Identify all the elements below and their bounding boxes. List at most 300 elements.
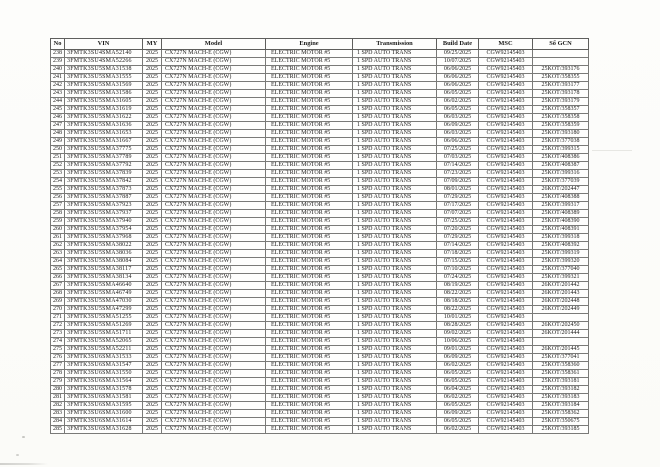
cell-build_date: 06/03/2025 <box>437 130 479 138</box>
cell-build_date: 08/18/2025 <box>437 298 479 306</box>
cell-engine: ELECTRIC MOTOR #5 <box>266 290 353 298</box>
table-row <box>51 226 589 234</box>
cell-msc: CGW92145403 <box>479 218 533 226</box>
cell-model: CX727N MACH-E (CGW) <box>162 74 266 82</box>
cell-my: 2025 <box>143 82 162 90</box>
cell-so_gcn: 25KOT/393179 <box>533 98 589 106</box>
cell-my: 2025 <box>143 226 162 234</box>
cell-model: CX727N MACH-E (CGW) <box>162 410 266 418</box>
table-body <box>51 50 589 434</box>
cell-no: 260 <box>51 226 65 234</box>
cell-no: 259 <box>51 218 65 226</box>
cell-so_gcn <box>533 58 589 66</box>
cell-model: CX727N MACH-E (CGW) <box>162 306 266 314</box>
cell-model: CX727N MACH-E (CGW) <box>162 378 266 386</box>
cell-msc: CGW92145403 <box>479 122 533 130</box>
cell-engine: ELECTRIC MOTOR #5 <box>266 234 353 242</box>
cell-so_gcn: 25KOT/393184 <box>533 402 589 410</box>
cell-my: 2025 <box>143 354 162 362</box>
cell-model: CX727N MACH-E (CGW) <box>162 186 266 194</box>
cell-so_gcn: 25KOT/377040 <box>533 266 589 274</box>
cell-so_gcn: 25KOT/350675 <box>533 418 589 426</box>
cell-vin: 3FMTK3SU5SMA38084 <box>65 258 143 266</box>
cell-my: 2025 <box>143 338 162 346</box>
column-header-my: MY <box>143 39 162 50</box>
cell-engine: ELECTRIC MOTOR #5 <box>266 322 353 330</box>
cell-build_date: 07/25/2025 <box>437 146 479 154</box>
cell-no: 284 <box>51 418 65 426</box>
cell-engine: ELECTRIC MOTOR #5 <box>266 370 353 378</box>
cell-engine: ELECTRIC MOTOR #5 <box>266 426 353 434</box>
cell-model: CX727N MACH-E (CGW) <box>162 330 266 338</box>
cell-my: 2025 <box>143 410 162 418</box>
cell-msc: CGW92145403 <box>479 146 533 154</box>
cell-msc: CGW92145403 <box>479 66 533 74</box>
cell-msc: CGW92145403 <box>479 386 533 394</box>
cell-msc: CGW92145403 <box>479 394 533 402</box>
cell-vin: 3FMTK3SU6SMA31578 <box>65 386 143 394</box>
cell-msc: CGW92145403 <box>479 298 533 306</box>
cell-no: 276 <box>51 354 65 362</box>
cell-so_gcn <box>533 50 589 58</box>
cell-vin: 3FMTK3SU5SMA31622 <box>65 114 143 122</box>
cell-transmission: 1 SPD AUTO TRANS <box>353 146 437 154</box>
cell-transmission: 1 SPD AUTO TRANS <box>353 234 437 242</box>
cell-engine: ELECTRIC MOTOR #5 <box>266 98 353 106</box>
cell-build_date: 08/28/2025 <box>437 322 479 330</box>
cell-engine: ELECTRIC MOTOR #5 <box>266 58 353 66</box>
table-row <box>51 66 589 74</box>
cell-build_date: 08/22/2025 <box>437 290 479 298</box>
cell-my: 2025 <box>143 258 162 266</box>
table-row <box>51 258 589 266</box>
cell-so_gcn: 25KOT/377039 <box>533 178 589 186</box>
cell-model: CX727N MACH-E (CGW) <box>162 258 266 266</box>
cell-transmission: 1 SPD AUTO TRANS <box>353 194 437 202</box>
cell-transmission: 1 SPD AUTO TRANS <box>353 250 437 258</box>
cell-model: CX727N MACH-E (CGW) <box>162 298 266 306</box>
cell-msc: CGW92145403 <box>479 314 533 322</box>
cell-transmission: 1 SPD AUTO TRANS <box>353 426 437 434</box>
cell-my: 2025 <box>143 146 162 154</box>
cell-no: 262 <box>51 242 65 250</box>
table-row <box>51 274 589 282</box>
cell-so_gcn: 25KOT/358358 <box>533 114 589 122</box>
cell-engine: ELECTRIC MOTOR #5 <box>266 418 353 426</box>
cell-vin: 3FMTK3SU5SMA31605 <box>65 98 143 106</box>
cell-vin: 3FMTK3SU5SMA37968 <box>65 234 143 242</box>
cell-my: 2025 <box>143 194 162 202</box>
cell-my: 2025 <box>143 138 162 146</box>
cell-vin: 3FMTK3SU5SMA31636 <box>65 122 143 130</box>
cell-transmission: 1 SPD AUTO TRANS <box>353 322 437 330</box>
cell-engine: ELECTRIC MOTOR #5 <box>266 250 353 258</box>
cell-build_date: 06/05/2025 <box>437 418 479 426</box>
cell-vin: 3FMTK3SU5SMA46640 <box>65 282 143 290</box>
cell-no: 274 <box>51 338 65 346</box>
cell-msc: CGW92145403 <box>479 138 533 146</box>
cell-vin: 3FMTK3SU5SMA31619 <box>65 106 143 114</box>
cell-transmission: 1 SPD AUTO TRANS <box>353 378 437 386</box>
cell-transmission: 1 SPD AUTO TRANS <box>353 338 437 346</box>
cell-msc: CGW92145403 <box>479 290 533 298</box>
cell-my: 2025 <box>143 106 162 114</box>
cell-transmission: 1 SPD AUTO TRANS <box>353 274 437 282</box>
cell-transmission: 1 SPD AUTO TRANS <box>353 90 437 98</box>
column-header-no: No <box>51 39 65 50</box>
cell-vin: 3FMTK3SU5SMA52211 <box>65 346 143 354</box>
cell-build_date: 08/19/2025 <box>437 282 479 290</box>
table-row <box>51 98 589 106</box>
cell-engine: ELECTRIC MOTOR #5 <box>266 74 353 82</box>
cell-build_date: 10/07/2025 <box>437 58 479 66</box>
cell-transmission: 1 SPD AUTO TRANS <box>353 394 437 402</box>
table-row <box>51 338 589 346</box>
cell-so_gcn: 25KOT/399321 <box>533 274 589 282</box>
cell-engine: ELECTRIC MOTOR #5 <box>266 210 353 218</box>
cell-vin: 3FMTK3SU5SMA47299 <box>65 306 143 314</box>
header-row <box>51 39 589 50</box>
cell-msc: CGW92145403 <box>479 210 533 218</box>
cell-model: CX727N MACH-E (CGW) <box>162 50 266 58</box>
cell-so_gcn: 26KOT/202449 <box>533 306 589 314</box>
cell-no: 256 <box>51 194 65 202</box>
cell-my: 2025 <box>143 130 162 138</box>
table-row <box>51 362 589 370</box>
cell-transmission: 1 SPD AUTO TRANS <box>353 50 437 58</box>
cell-no: 272 <box>51 322 65 330</box>
cell-engine: ELECTRIC MOTOR #5 <box>266 330 353 338</box>
cell-transmission: 1 SPD AUTO TRANS <box>353 186 437 194</box>
cell-vin: 3FMTK3SU5SMA37887 <box>65 194 143 202</box>
cell-so_gcn: 25KOT/408392 <box>533 242 589 250</box>
column-header-engine: Engine <box>266 39 353 50</box>
cell-engine: ELECTRIC MOTOR #5 <box>266 106 353 114</box>
cell-transmission: 1 SPD AUTO TRANS <box>353 218 437 226</box>
cell-build_date: 07/24/2025 <box>437 274 479 282</box>
cell-transmission: 1 SPD AUTO TRANS <box>353 130 437 138</box>
scan-streak <box>592 150 632 151</box>
cell-so_gcn: 26KOT/201442 <box>533 282 589 290</box>
table-row <box>51 250 589 258</box>
table-row <box>51 378 589 386</box>
cell-no: 264 <box>51 258 65 266</box>
cell-build_date: 06/09/2025 <box>437 410 479 418</box>
cell-my: 2025 <box>143 122 162 130</box>
cell-vin: 3FMTK3SU5SMA31653 <box>65 130 143 138</box>
cell-model: CX727N MACH-E (CGW) <box>162 138 266 146</box>
table-row <box>51 218 589 226</box>
cell-so_gcn: 25KOT/393178 <box>533 90 589 98</box>
cell-my: 2025 <box>143 274 162 282</box>
cell-engine: ELECTRIC MOTOR #5 <box>266 410 353 418</box>
table-row <box>51 282 589 290</box>
cell-model: CX727N MACH-E (CGW) <box>162 250 266 258</box>
cell-transmission: 1 SPD AUTO TRANS <box>353 410 437 418</box>
cell-no: 252 <box>51 162 65 170</box>
cell-model: CX727N MACH-E (CGW) <box>162 106 266 114</box>
column-header-so_gcn: Số GCN <box>533 39 589 50</box>
cell-transmission: 1 SPD AUTO TRANS <box>353 282 437 290</box>
cell-so_gcn: 25KOT/399316 <box>533 170 589 178</box>
cell-build_date: 06/05/2025 <box>437 90 479 98</box>
cell-engine: ELECTRIC MOTOR #5 <box>266 306 353 314</box>
cell-model: CX727N MACH-E (CGW) <box>162 290 266 298</box>
cell-transmission: 1 SPD AUTO TRANS <box>353 114 437 122</box>
cell-msc: CGW92145403 <box>479 322 533 330</box>
cell-engine: ELECTRIC MOTOR #5 <box>266 386 353 394</box>
table-row <box>51 186 589 194</box>
cell-model: CX727N MACH-E (CGW) <box>162 418 266 426</box>
cell-my: 2025 <box>143 178 162 186</box>
cell-no: 253 <box>51 170 65 178</box>
cell-msc: CGW92145403 <box>479 82 533 90</box>
scan-speck <box>22 436 25 438</box>
cell-model: CX727N MACH-E (CGW) <box>162 154 266 162</box>
cell-model: CX727N MACH-E (CGW) <box>162 346 266 354</box>
cell-no: 247 <box>51 122 65 130</box>
cell-build_date: 09/01/2025 <box>437 346 479 354</box>
cell-no: 240 <box>51 66 65 74</box>
cell-my: 2025 <box>143 290 162 298</box>
cell-engine: ELECTRIC MOTOR #5 <box>266 154 353 162</box>
table-row <box>51 242 589 250</box>
cell-transmission: 1 SPD AUTO TRANS <box>353 178 437 186</box>
table-row <box>51 330 589 338</box>
cell-no: 270 <box>51 306 65 314</box>
cell-build_date: 07/20/2025 <box>437 226 479 234</box>
cell-vin: 3FMTK3SU6SMA31564 <box>65 378 143 386</box>
table-row <box>51 426 589 434</box>
cell-my: 2025 <box>143 306 162 314</box>
cell-transmission: 1 SPD AUTO TRANS <box>353 314 437 322</box>
table-row <box>51 146 589 154</box>
cell-model: CX727N MACH-E (CGW) <box>162 210 266 218</box>
cell-no: 238 <box>51 50 65 58</box>
cell-transmission: 1 SPD AUTO TRANS <box>353 402 437 410</box>
cell-so_gcn: 25KOT/408391 <box>533 226 589 234</box>
table-row <box>51 266 589 274</box>
cell-vin: 3FMTK3SU5SMA46749 <box>65 290 143 298</box>
cell-no: 246 <box>51 114 65 122</box>
cell-engine: ELECTRIC MOTOR #5 <box>266 186 353 194</box>
cell-msc: CGW92145403 <box>479 242 533 250</box>
cell-engine: ELECTRIC MOTOR #5 <box>266 122 353 130</box>
table-row <box>51 114 589 122</box>
cell-model: CX727N MACH-E (CGW) <box>162 194 266 202</box>
cell-msc: CGW92145403 <box>479 306 533 314</box>
cell-msc: CGW92145403 <box>479 58 533 66</box>
cell-so_gcn: 25KOT/377041 <box>533 354 589 362</box>
cell-vin: 3FMTK3SU5SMA38134 <box>65 274 143 282</box>
cell-transmission: 1 SPD AUTO TRANS <box>353 138 437 146</box>
cell-msc: CGW92145403 <box>479 282 533 290</box>
cell-build_date: 07/14/2025 <box>437 242 479 250</box>
cell-so_gcn: 26KOT/201445 <box>533 346 589 354</box>
cell-transmission: 1 SPD AUTO TRANS <box>353 122 437 130</box>
cell-engine: ELECTRIC MOTOR #5 <box>266 50 353 58</box>
cell-so_gcn <box>533 314 589 322</box>
cell-no: 244 <box>51 98 65 106</box>
cell-my: 2025 <box>143 250 162 258</box>
table-row <box>51 162 589 170</box>
cell-transmission: 1 SPD AUTO TRANS <box>353 266 437 274</box>
table-header <box>51 39 589 50</box>
cell-build_date: 07/15/2025 <box>437 258 479 266</box>
cell-engine: ELECTRIC MOTOR #5 <box>266 338 353 346</box>
cell-my: 2025 <box>143 218 162 226</box>
cell-engine: ELECTRIC MOTOR #5 <box>266 354 353 362</box>
table-row <box>51 154 589 162</box>
cell-vin: 3FMTK3SU6SMA31547 <box>65 362 143 370</box>
cell-msc: CGW92145403 <box>479 74 533 82</box>
cell-build_date: 06/06/2025 <box>437 138 479 146</box>
cell-model: CX727N MACH-E (CGW) <box>162 274 266 282</box>
cell-so_gcn: 25KOT/393185 <box>533 426 589 434</box>
column-header-build_date: Build Date <box>437 39 479 50</box>
cell-so_gcn: 25KOT/393180 <box>533 130 589 138</box>
cell-build_date: 10/01/2025 <box>437 314 479 322</box>
cell-my: 2025 <box>143 282 162 290</box>
cell-so_gcn: 25KOT/399318 <box>533 234 589 242</box>
cell-model: CX727N MACH-E (CGW) <box>162 282 266 290</box>
cell-transmission: 1 SPD AUTO TRANS <box>353 298 437 306</box>
cell-transmission: 1 SPD AUTO TRANS <box>353 202 437 210</box>
cell-model: CX727N MACH-E (CGW) <box>162 362 266 370</box>
cell-transmission: 1 SPD AUTO TRANS <box>353 170 437 178</box>
cell-msc: CGW92145403 <box>479 114 533 122</box>
cell-transmission: 1 SPD AUTO TRANS <box>353 98 437 106</box>
cell-my: 2025 <box>143 210 162 218</box>
cell-engine: ELECTRIC MOTOR #5 <box>266 162 353 170</box>
cell-my: 2025 <box>143 362 162 370</box>
cell-engine: ELECTRIC MOTOR #5 <box>266 362 353 370</box>
table-row <box>51 202 589 210</box>
cell-transmission: 1 SPD AUTO TRANS <box>353 362 437 370</box>
cell-no: 269 <box>51 298 65 306</box>
cell-build_date: 07/10/2025 <box>437 266 479 274</box>
cell-msc: CGW92145403 <box>479 330 533 338</box>
cell-build_date: 07/23/2025 <box>437 170 479 178</box>
cell-engine: ELECTRIC MOTOR #5 <box>266 170 353 178</box>
column-header-model: Model <box>162 39 266 50</box>
cell-build_date: 07/25/2025 <box>437 218 479 226</box>
table-row <box>51 370 589 378</box>
cell-my: 2025 <box>143 378 162 386</box>
cell-engine: ELECTRIC MOTOR #5 <box>266 138 353 146</box>
cell-transmission: 1 SPD AUTO TRANS <box>353 290 437 298</box>
cell-msc: CGW92145403 <box>479 370 533 378</box>
cell-msc: CGW92145403 <box>479 234 533 242</box>
cell-build_date: 08/01/2025 <box>437 186 479 194</box>
table-row <box>51 346 589 354</box>
cell-build_date: 06/03/2025 <box>437 114 479 122</box>
cell-msc: CGW92145403 <box>479 178 533 186</box>
table-row <box>51 394 589 402</box>
cell-model: CX727N MACH-E (CGW) <box>162 338 266 346</box>
table-row <box>51 82 589 90</box>
cell-build_date: 06/05/2025 <box>437 402 479 410</box>
cell-build_date: 06/09/2025 <box>437 354 479 362</box>
cell-no: 268 <box>51 290 65 298</box>
cell-vin: 3FMTK3SU5SMA51269 <box>65 322 143 330</box>
cell-vin: 3FMTK3SU6SMA31581 <box>65 394 143 402</box>
cell-transmission: 1 SPD AUTO TRANS <box>353 242 437 250</box>
cell-so_gcn: 25KOT/408388 <box>533 194 589 202</box>
column-header-vin: VIN <box>65 39 143 50</box>
cell-no: 254 <box>51 178 65 186</box>
cell-my: 2025 <box>143 154 162 162</box>
cell-build_date: 06/05/2025 <box>437 378 479 386</box>
cell-vin: 3FMTK3SU5SMA37954 <box>65 226 143 234</box>
cell-transmission: 1 SPD AUTO TRANS <box>353 418 437 426</box>
cell-build_date: 07/03/2025 <box>437 154 479 162</box>
cell-no: 249 <box>51 138 65 146</box>
cell-msc: CGW92145403 <box>479 274 533 282</box>
cell-build_date: 07/29/2025 <box>437 194 479 202</box>
cell-build_date: 09/25/2025 <box>437 50 479 58</box>
cell-so_gcn: 26KOT/202447 <box>533 186 589 194</box>
cell-so_gcn: 25KOT/358361 <box>533 370 589 378</box>
cell-vin: 3FMTK3SU5SMA47030 <box>65 298 143 306</box>
table-row <box>51 90 589 98</box>
cell-my: 2025 <box>143 98 162 106</box>
cell-msc: CGW92145403 <box>479 378 533 386</box>
cell-engine: ELECTRIC MOTOR #5 <box>266 226 353 234</box>
cell-so_gcn: 25KOT/399319 <box>533 250 589 258</box>
cell-engine: ELECTRIC MOTOR #5 <box>266 202 353 210</box>
cell-my: 2025 <box>143 402 162 410</box>
cell-so_gcn: 25KOT/399320 <box>533 258 589 266</box>
cell-msc: CGW92145403 <box>479 410 533 418</box>
cell-so_gcn: 25KOT/358359 <box>533 122 589 130</box>
cell-no: 255 <box>51 186 65 194</box>
cell-no: 265 <box>51 266 65 274</box>
cell-my: 2025 <box>143 298 162 306</box>
scan-smudge <box>0 463 48 465</box>
cell-my: 2025 <box>143 370 162 378</box>
cell-my: 2025 <box>143 314 162 322</box>
cell-engine: ELECTRIC MOTOR #5 <box>266 114 353 122</box>
cell-engine: ELECTRIC MOTOR #5 <box>266 90 353 98</box>
cell-vin: 3FMTK3SU5SMA51255 <box>65 314 143 322</box>
cell-my: 2025 <box>143 266 162 274</box>
table-row <box>51 58 589 66</box>
cell-transmission: 1 SPD AUTO TRANS <box>353 370 437 378</box>
cell-so_gcn: 25KOT/377038 <box>533 138 589 146</box>
cell-vin: 3FMTK3SU6SMA31533 <box>65 354 143 362</box>
cell-so_gcn: 25KOT/408386 <box>533 154 589 162</box>
scan-speck <box>16 454 19 456</box>
cell-vin: 3FMTK3SU6SMA31550 <box>65 370 143 378</box>
cell-vin: 3FMTK3SU5SMA37775 <box>65 146 143 154</box>
cell-msc: CGW92145403 <box>479 90 533 98</box>
table-row <box>51 418 589 426</box>
cell-build_date: 08/22/2025 <box>437 306 479 314</box>
cell-build_date: 06/02/2025 <box>437 98 479 106</box>
cell-build_date: 06/09/2025 <box>437 122 479 130</box>
cell-model: CX727N MACH-E (CGW) <box>162 66 266 74</box>
cell-so_gcn: 25KOT/399317 <box>533 202 589 210</box>
cell-vin: 3FMTK3SU5SMA51711 <box>65 330 143 338</box>
cell-engine: ELECTRIC MOTOR #5 <box>266 242 353 250</box>
cell-my: 2025 <box>143 386 162 394</box>
cell-msc: CGW92145403 <box>479 106 533 114</box>
cell-model: CX727N MACH-E (CGW) <box>162 314 266 322</box>
table-row <box>51 194 589 202</box>
cell-no: 281 <box>51 394 65 402</box>
cell-model: CX727N MACH-E (CGW) <box>162 394 266 402</box>
